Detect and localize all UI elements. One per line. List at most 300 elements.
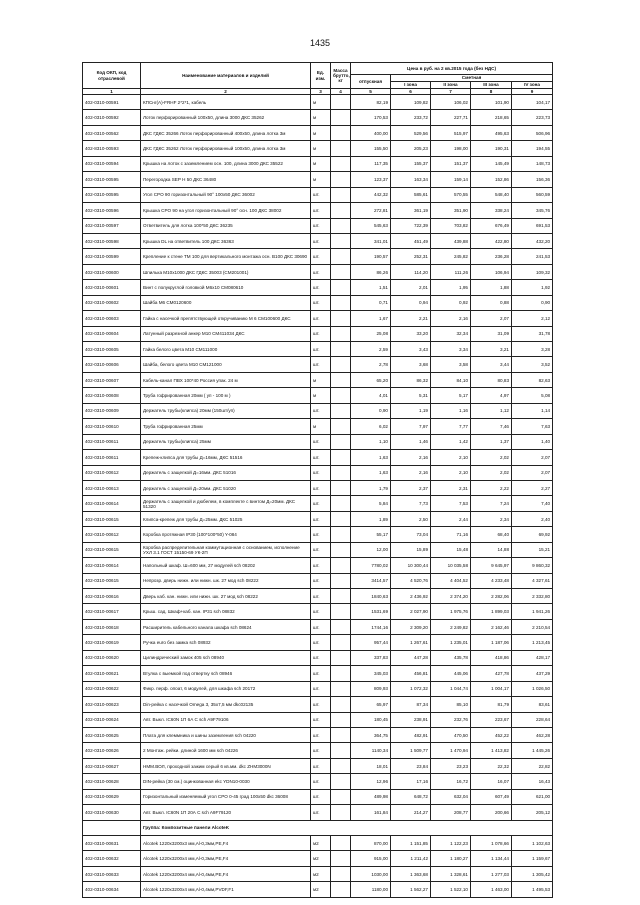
row-price-zone4: 1 305,42 [512, 866, 553, 881]
row-price-zone4: 691,53 [512, 218, 553, 233]
table-row [83, 95, 553, 110]
row-code: 402-0310-00621 [83, 666, 141, 681]
row-price-zone4: 104,17 [512, 95, 553, 110]
row-price-zone3: 1,37 [471, 434, 512, 449]
row-price-sale: 1180,00 [351, 882, 391, 897]
column-number: 5 [351, 89, 391, 95]
row-name: Alcotek 1220х3200х3 мм,Al-0,3мм,PE,F4 [141, 836, 311, 851]
row-price-zone1: 447,28 [391, 650, 431, 665]
row-code: 402-0310-00562 [83, 125, 141, 140]
row-price-zone3: 4 233,48 [471, 573, 512, 588]
row-mass [331, 311, 351, 326]
row-price-zone1: 205,23 [391, 141, 431, 156]
row-price-zone3: 236,28 [471, 249, 512, 264]
row-price-sale: 957,44 [351, 635, 391, 650]
table-row [83, 805, 553, 820]
row-price-zone1: 585,61 [391, 187, 431, 202]
row-price-sale: 1840,63 [351, 589, 391, 604]
row-unit: м [311, 95, 331, 110]
column-number: 4 [331, 89, 351, 95]
table-row [83, 666, 553, 681]
row-price-zone2: 245,82 [431, 249, 471, 264]
row-price-zone4: 462,28 [512, 727, 553, 742]
row-unit: шт. [311, 311, 331, 326]
table-row [83, 419, 553, 434]
row-price-sale: 82,19 [351, 95, 391, 110]
row-mass [331, 249, 351, 264]
row-price-sale: 364,75 [351, 727, 391, 742]
row-price-zone2: 351,90 [431, 203, 471, 218]
row-price-zone3: 418,86 [471, 650, 512, 665]
row-price-zone2: 85,10 [431, 697, 471, 712]
row-price-zone1: 87,34 [391, 697, 431, 712]
row-unit: м2 [311, 866, 331, 881]
row-mass [331, 805, 351, 820]
row-mass [331, 558, 351, 573]
row-mass [331, 542, 351, 557]
row-name: Крепеж-клипса для трубы Д=16мм, ДКС 51516 [141, 450, 311, 465]
row-mass [331, 496, 351, 511]
row-mass [331, 388, 351, 403]
row-unit: шт. [311, 712, 331, 727]
row-unit: м2 [311, 882, 331, 897]
header-zone3: III зона [471, 82, 512, 89]
row-price-zone2: 16,72 [431, 774, 471, 789]
row-price-zone2: 2 374,20 [431, 589, 471, 604]
row-unit: шт. [311, 558, 331, 573]
row-name: Alcotek 1220х3200х4 мм,Al-0,4мм,PE,F4 [141, 866, 311, 881]
row-mass [331, 141, 351, 156]
table-row [83, 203, 553, 218]
row-name: Держатель с защелкой и дюбелем, в комплекте с винтом Д=20мм. ДКС 51320 [141, 496, 311, 511]
table-row [83, 527, 553, 542]
row-name: Труба гофрированная 20мм ( уп - 100 м ) [141, 388, 311, 403]
row-name: Клипса-крепеж для трубы Д=25мм. ДКС 51025 [141, 511, 311, 526]
header-code: Код ОКП, код отраслевой [83, 63, 141, 89]
row-price-zone4: 2,07 [512, 450, 553, 465]
table-row [83, 650, 553, 665]
row-code: 402-0310-00610 [83, 419, 141, 434]
row-price-zone1: 2 027,90 [391, 604, 431, 619]
row-price-zone4: 22,82 [512, 758, 553, 773]
row-price-sale: 12,00 [351, 542, 391, 557]
row-price-sale: 1,89 [351, 511, 391, 526]
row-price-zone2: 7,53 [431, 496, 471, 511]
table-row [83, 882, 553, 897]
row-name: Непрозр. дверь нижн. или нижн. шк. 27 мод sch 08222 [141, 573, 311, 588]
row-price-zone1: 73,04 [391, 527, 431, 542]
row-mass [331, 218, 351, 233]
row-price-sale: 0,90 [351, 403, 391, 418]
table-row [83, 249, 553, 264]
row-code: 402-0310-00624 [83, 712, 141, 727]
row-price-sale: 25,08 [351, 326, 391, 341]
table-row [83, 156, 553, 171]
row-price-zone1: 23,84 [391, 758, 431, 773]
row-price-zone2: 1,16 [431, 403, 471, 418]
row-price-zone4: 2 332,80 [512, 589, 553, 604]
row-price-zone1: 4 520,76 [391, 573, 431, 588]
table-row [83, 465, 553, 480]
row-price-zone1: 114,20 [391, 264, 431, 279]
row-code: 402-0310-00614 [83, 558, 141, 573]
row-code: 402-0310-00620 [83, 650, 141, 665]
row-mass [331, 203, 351, 218]
row-mass [331, 727, 351, 742]
row-price-zone4: 223,73 [512, 110, 553, 125]
table-row [83, 403, 553, 418]
row-price-sale: 870,00 [351, 836, 391, 851]
row-name: Гайка с насечкой препятствующей откручиванию М 6 CM100600 ДКС [141, 311, 311, 326]
row-price-zone3: 2,07 [471, 311, 512, 326]
row-code: 402-0310-00608 [83, 388, 141, 403]
row-price-sale: 86,26 [351, 264, 391, 279]
row-price-zone2: 445,06 [431, 666, 471, 681]
row-price-zone1: 1 509,77 [391, 743, 431, 758]
row-price-zone1: 2,01 [391, 280, 431, 295]
row-price-zone3: 1 463,00 [471, 882, 512, 897]
row-unit: шт. [311, 604, 331, 619]
header-mass: Масса брутто, кг [331, 63, 351, 89]
header-zone1: I зона [391, 82, 431, 89]
row-name: Плата для клеммника и шины заземления sch 04220 [141, 727, 311, 742]
table-row [83, 480, 553, 495]
row-price-sale: 18,01 [351, 758, 391, 773]
row-price-sale: 55,17 [351, 527, 391, 542]
row-price-zone3: 422,80 [471, 233, 512, 248]
row-price-zone2: 1,42 [431, 434, 471, 449]
table-row [83, 264, 553, 279]
row-name: Латунный разрезной анкер M10 CM411034 ДКС [141, 326, 311, 341]
row-mass [331, 450, 351, 465]
table-row [83, 110, 553, 125]
row-price-zone2: 208,77 [431, 805, 471, 820]
row-mass [331, 326, 351, 341]
table-row [83, 372, 553, 387]
row-price-zone2: 71,16 [431, 527, 471, 542]
row-price-zone2: 1,95 [431, 280, 471, 295]
row-name: ДКС ГДКС 35266 Лоток перфорированный 400х50, длина лотка 3м [141, 125, 311, 140]
row-price-zone4: 432,20 [512, 233, 553, 248]
row-price-zone2: 1 975,76 [431, 604, 471, 619]
row-name: Крышка на лоток с заземлением осн. 100, длина 3000 ДКС 35522 [141, 156, 311, 171]
row-price-zone4: 69,92 [512, 527, 553, 542]
row-mass [331, 511, 351, 526]
row-mass [331, 156, 351, 171]
row-mass [331, 851, 351, 866]
row-unit: шт. [311, 743, 331, 758]
row-name: Дверь каб. кан. нижн. или нижн. шк. 27 мод sch 08222 [141, 589, 311, 604]
row-price-zone3: 81,79 [471, 697, 512, 712]
row-price-zone1: 1 267,61 [391, 635, 431, 650]
row-price-sale: 123,37 [351, 172, 391, 187]
table-row [83, 697, 553, 712]
row-price-zone3: 2,02 [471, 450, 512, 465]
row-price-zone4: 228,64 [512, 712, 553, 727]
row-mass [331, 110, 351, 125]
row-price-zone3: 607,49 [471, 789, 512, 804]
row-code: 402-0310-00633 [83, 866, 141, 881]
row-price-zone4: 194,55 [512, 141, 553, 156]
row-price-zone1: 2,50 [391, 511, 431, 526]
row-price-zone4: 1,40 [512, 434, 553, 449]
row-price-zone1: 214,27 [391, 805, 431, 820]
row-price-zone2: 2,44 [431, 511, 471, 526]
row-price-zone4: 1 941,26 [512, 604, 553, 619]
row-unit: шт. [311, 233, 331, 248]
row-price-zone1: 17,16 [391, 774, 431, 789]
row-price-zone1: 456,81 [391, 666, 431, 681]
row-price-zone2: 435,78 [431, 650, 471, 665]
row-mass [331, 527, 351, 542]
row-price-zone2: 2 249,82 [431, 619, 471, 634]
row-price-zone3: 2,34 [471, 511, 512, 526]
row-name: Шпилька M10х1000 ДКС ГДКС 35003 (CM201001) [141, 264, 311, 279]
row-price-zone2: 1 522,10 [431, 882, 471, 897]
row-mass [331, 774, 351, 789]
row-price-zone4: 16,43 [512, 774, 553, 789]
row-price-zone1: 2,16 [391, 465, 431, 480]
row-price-zone3: 2 282,06 [471, 589, 512, 604]
row-price-zone3: 1 277,03 [471, 866, 512, 881]
row-code: 402-0310-00631 [83, 836, 141, 851]
row-price-zone1: 482,91 [391, 727, 431, 742]
row-name: Держатель с защелкой Д=20мм. ДКС 51020 [141, 480, 311, 495]
row-mass [331, 403, 351, 418]
table-row [83, 450, 553, 465]
row-price-zone2: 1 122,23 [431, 836, 471, 851]
table-row [83, 511, 553, 526]
row-name: Гайка белого цвета М10 CM111000 [141, 342, 311, 357]
row-price-zone4: 0,90 [512, 295, 553, 310]
header-price-title: Цена в руб. на 2 кв.2015 года (без НДС) [351, 63, 553, 75]
row-price-zone1: 1 211,42 [391, 851, 431, 866]
row-price-zone2: 198,00 [431, 141, 471, 156]
row-code: 402-0310-00594 [83, 156, 141, 171]
table-row [83, 743, 553, 758]
table-row [83, 635, 553, 650]
row-mass [331, 372, 351, 387]
header-zone2: II зона [431, 82, 471, 89]
row-price-zone3: 7,24 [471, 496, 512, 511]
row-unit: м [311, 172, 331, 187]
row-price-sale: 65,20 [351, 372, 391, 387]
row-code: 402-0310-00612 [83, 465, 141, 480]
row-price-zone1: 163,34 [391, 172, 431, 187]
row-unit: шт. [311, 589, 331, 604]
row-mass [331, 789, 351, 804]
table-row [83, 496, 553, 511]
row-code: 402-0310-00606 [83, 357, 141, 372]
table-row [83, 727, 553, 742]
row-mass [331, 681, 351, 696]
table-row [83, 125, 553, 140]
row-price-zone1: 361,19 [391, 203, 431, 218]
row-name: Коробка протяжная IP30 (100*100*50) Y-084 [141, 527, 311, 542]
row-unit: шт. [311, 357, 331, 372]
row-unit: шт. [311, 280, 331, 295]
row-unit: шт. [311, 527, 331, 542]
table-row [83, 789, 553, 804]
row-price-zone2: 151,37 [431, 156, 471, 171]
row-price-zone3: 22,32 [471, 758, 512, 773]
row-price-zone2: 2,16 [431, 311, 471, 326]
row-name: Горизонтальный изменяемый угол CPO 0-45 град 100х50 dkc 36008 [141, 789, 311, 804]
row-price-sale: 1,10 [351, 434, 391, 449]
row-unit: м [311, 125, 331, 140]
row-price-zone3: 1,88 [471, 280, 512, 295]
row-price-zone3: 9 645,97 [471, 558, 512, 573]
row-code: 402-0310-00623 [83, 697, 141, 712]
table-body [83, 95, 553, 898]
row-unit: шт. [311, 650, 331, 665]
row-price-zone4: 345,76 [512, 203, 553, 218]
row-code: 402-0310-00612 [83, 527, 141, 542]
row-unit: м [311, 419, 331, 434]
row-unit: шт. [311, 403, 331, 418]
row-name: Авт. Выкл. IC60N 1П 6А С sch A9F79106 [141, 712, 311, 727]
row-code: 402-0310-00611 [83, 450, 141, 465]
table-row [83, 558, 553, 573]
row-price-zone3: 495,63 [471, 125, 512, 140]
row-unit: м [311, 141, 331, 156]
row-code: 402-0310-00619 [83, 635, 141, 650]
row-price-zone1: 2,16 [391, 450, 431, 465]
header-name: Наименование материалов и изделий [141, 63, 311, 89]
row-price-zone3: 68,40 [471, 527, 512, 542]
table-row [83, 774, 553, 789]
table-row [83, 712, 553, 727]
row-price-sale: 12,96 [351, 774, 391, 789]
row-code: 402-0310-00611 [83, 434, 141, 449]
row-price-zone3: 218,65 [471, 110, 512, 125]
row-price-zone2: 1 328,61 [431, 866, 471, 881]
row-code: 402-0310-00598 [83, 233, 141, 248]
row-price-zone4: 1 026,50 [512, 681, 553, 696]
row-name: КПСнг(А)-FRHF 2*2*1, кабель [141, 95, 311, 110]
row-name: ДКС ГДКС 35262 Лоток перфорированный 100х50, длина лотка 3м [141, 141, 311, 156]
row-name: Втулка с выемкой под отвертку sch 08946 [141, 666, 311, 681]
row-price-zone1: 7,97 [391, 419, 431, 434]
row-code: 402-0310-00613 [83, 480, 141, 495]
row-mass [331, 743, 351, 758]
row-price-zone4: 7,40 [512, 496, 553, 511]
row-name: Фикр. перф. опоат, 6 модулей, для шкафа sch 20172 [141, 681, 311, 696]
row-unit: шт. [311, 218, 331, 233]
row-code: 402-0310-00605 [83, 342, 141, 357]
row-price-zone3: 548,40 [471, 187, 512, 202]
row-name: Перегородка SEP H 50 ДКС 36480 [141, 172, 311, 187]
row-price-zone1: 2,21 [391, 311, 431, 326]
row-name: Крыш. сад. Шкаф+каб. кан. IP31 sch 08832 [141, 604, 311, 619]
row-price-zone2: 32,34 [431, 326, 471, 341]
row-price-zone4: 2,07 [512, 465, 553, 480]
row-code: 402-0310-00603 [83, 311, 141, 326]
row-code: 402-0310-00615 [83, 573, 141, 588]
row-name: Авт. Выкл. IC60N 1П 20А С sch A9F79120 [141, 805, 311, 820]
row-price-zone1: 109,82 [391, 95, 431, 110]
row-price-sale: 1,63 [351, 450, 391, 465]
row-price-zone1: 1,19 [391, 403, 431, 418]
row-price-zone4: 4 327,61 [512, 573, 553, 588]
row-name: 2 Монтаж. рейки. длиной 1600 мм sch 04226 [141, 743, 311, 758]
row-price-zone3: 1 413,82 [471, 743, 512, 758]
row-unit: шт. [311, 434, 331, 449]
row-name: Din-рейка с насечкой Omega 3, 35х7,5 мм dkc02135 [141, 697, 311, 712]
table-row [83, 836, 553, 851]
row-price-sale: 1531,69 [351, 604, 391, 619]
row-price-zone2: 2,10 [431, 465, 471, 480]
row-price-zone4: 3,52 [512, 357, 553, 372]
row-name: Шайба, белого цвета M10 CM121000 [141, 357, 311, 372]
row-price-zone4: 9 860,32 [512, 558, 553, 573]
row-price-sale: 1,63 [351, 465, 391, 480]
row-price-zone4: 1 213,45 [512, 635, 553, 650]
row-price-zone4: 205,12 [512, 805, 553, 820]
row-mass [331, 604, 351, 619]
row-price-zone2: 232,76 [431, 712, 471, 727]
row-price-zone3: 14,88 [471, 542, 512, 557]
column-number: 7 [431, 89, 471, 95]
price-table [82, 62, 553, 898]
row-unit: шт. [311, 249, 331, 264]
row-mass [331, 758, 351, 773]
row-unit: м [311, 372, 331, 387]
row-price-zone3: 101,90 [471, 95, 512, 110]
table-row [83, 342, 553, 357]
row-price-zone3: 145,49 [471, 156, 512, 171]
row-price-zone4: 82,63 [512, 372, 553, 387]
table-row [83, 434, 553, 449]
row-price-zone1: 155,37 [391, 156, 431, 171]
row-price-zone4: 1 495,53 [512, 882, 553, 897]
row-price-zone2: 0,92 [431, 295, 471, 310]
row-price-sale: 809,93 [351, 681, 391, 696]
row-price-zone3: 190,31 [471, 141, 512, 156]
row-price-sale: 1030,00 [351, 866, 391, 881]
row-price-zone1: 10 300,44 [391, 558, 431, 573]
row-code: 402-0310-00617 [83, 604, 141, 619]
row-price-sale: 545,63 [351, 218, 391, 233]
row-code: 402-8310-00593 [83, 141, 141, 156]
row-price-zone4: 241,53 [512, 249, 553, 264]
row-price-zone1: 1 363,68 [391, 866, 431, 881]
row-price-zone3: 1,12 [471, 403, 512, 418]
row-code: 402-0310-00629 [83, 789, 141, 804]
row-price-zone4: 1 159,67 [512, 851, 553, 866]
row-mass [331, 666, 351, 681]
row-unit: шт. [311, 295, 331, 310]
row-price-zone4: 437,29 [512, 666, 553, 681]
row-price-zone4: 5,08 [512, 388, 553, 403]
row-code: 402-0310-00592 [83, 110, 141, 125]
row-price-zone3: 4,97 [471, 388, 512, 403]
row-price-zone4: 2,40 [512, 511, 553, 526]
row-code: 402-0310-00602 [83, 295, 141, 310]
row-name: НММ.ВОЛ, проходной зажим серый 6 кв.мм. dkc ZHM3000N [141, 758, 311, 773]
row-name: Расширитель кабельного канала шкафа sch 08624 [141, 619, 311, 634]
row-price-sale: 1,51 [351, 280, 391, 295]
row-price-zone2: 111,26 [431, 264, 471, 279]
row-code: 402-0310-00632 [83, 851, 141, 866]
row-price-zone1: 1,46 [391, 434, 431, 449]
row-price-zone2: 84,10 [431, 372, 471, 387]
row-price-zone4: 1 445,26 [512, 743, 553, 758]
row-mass [331, 434, 351, 449]
row-price-zone1: 5,31 [391, 388, 431, 403]
table-row [83, 542, 553, 557]
row-price-zone1: 3,43 [391, 342, 431, 357]
